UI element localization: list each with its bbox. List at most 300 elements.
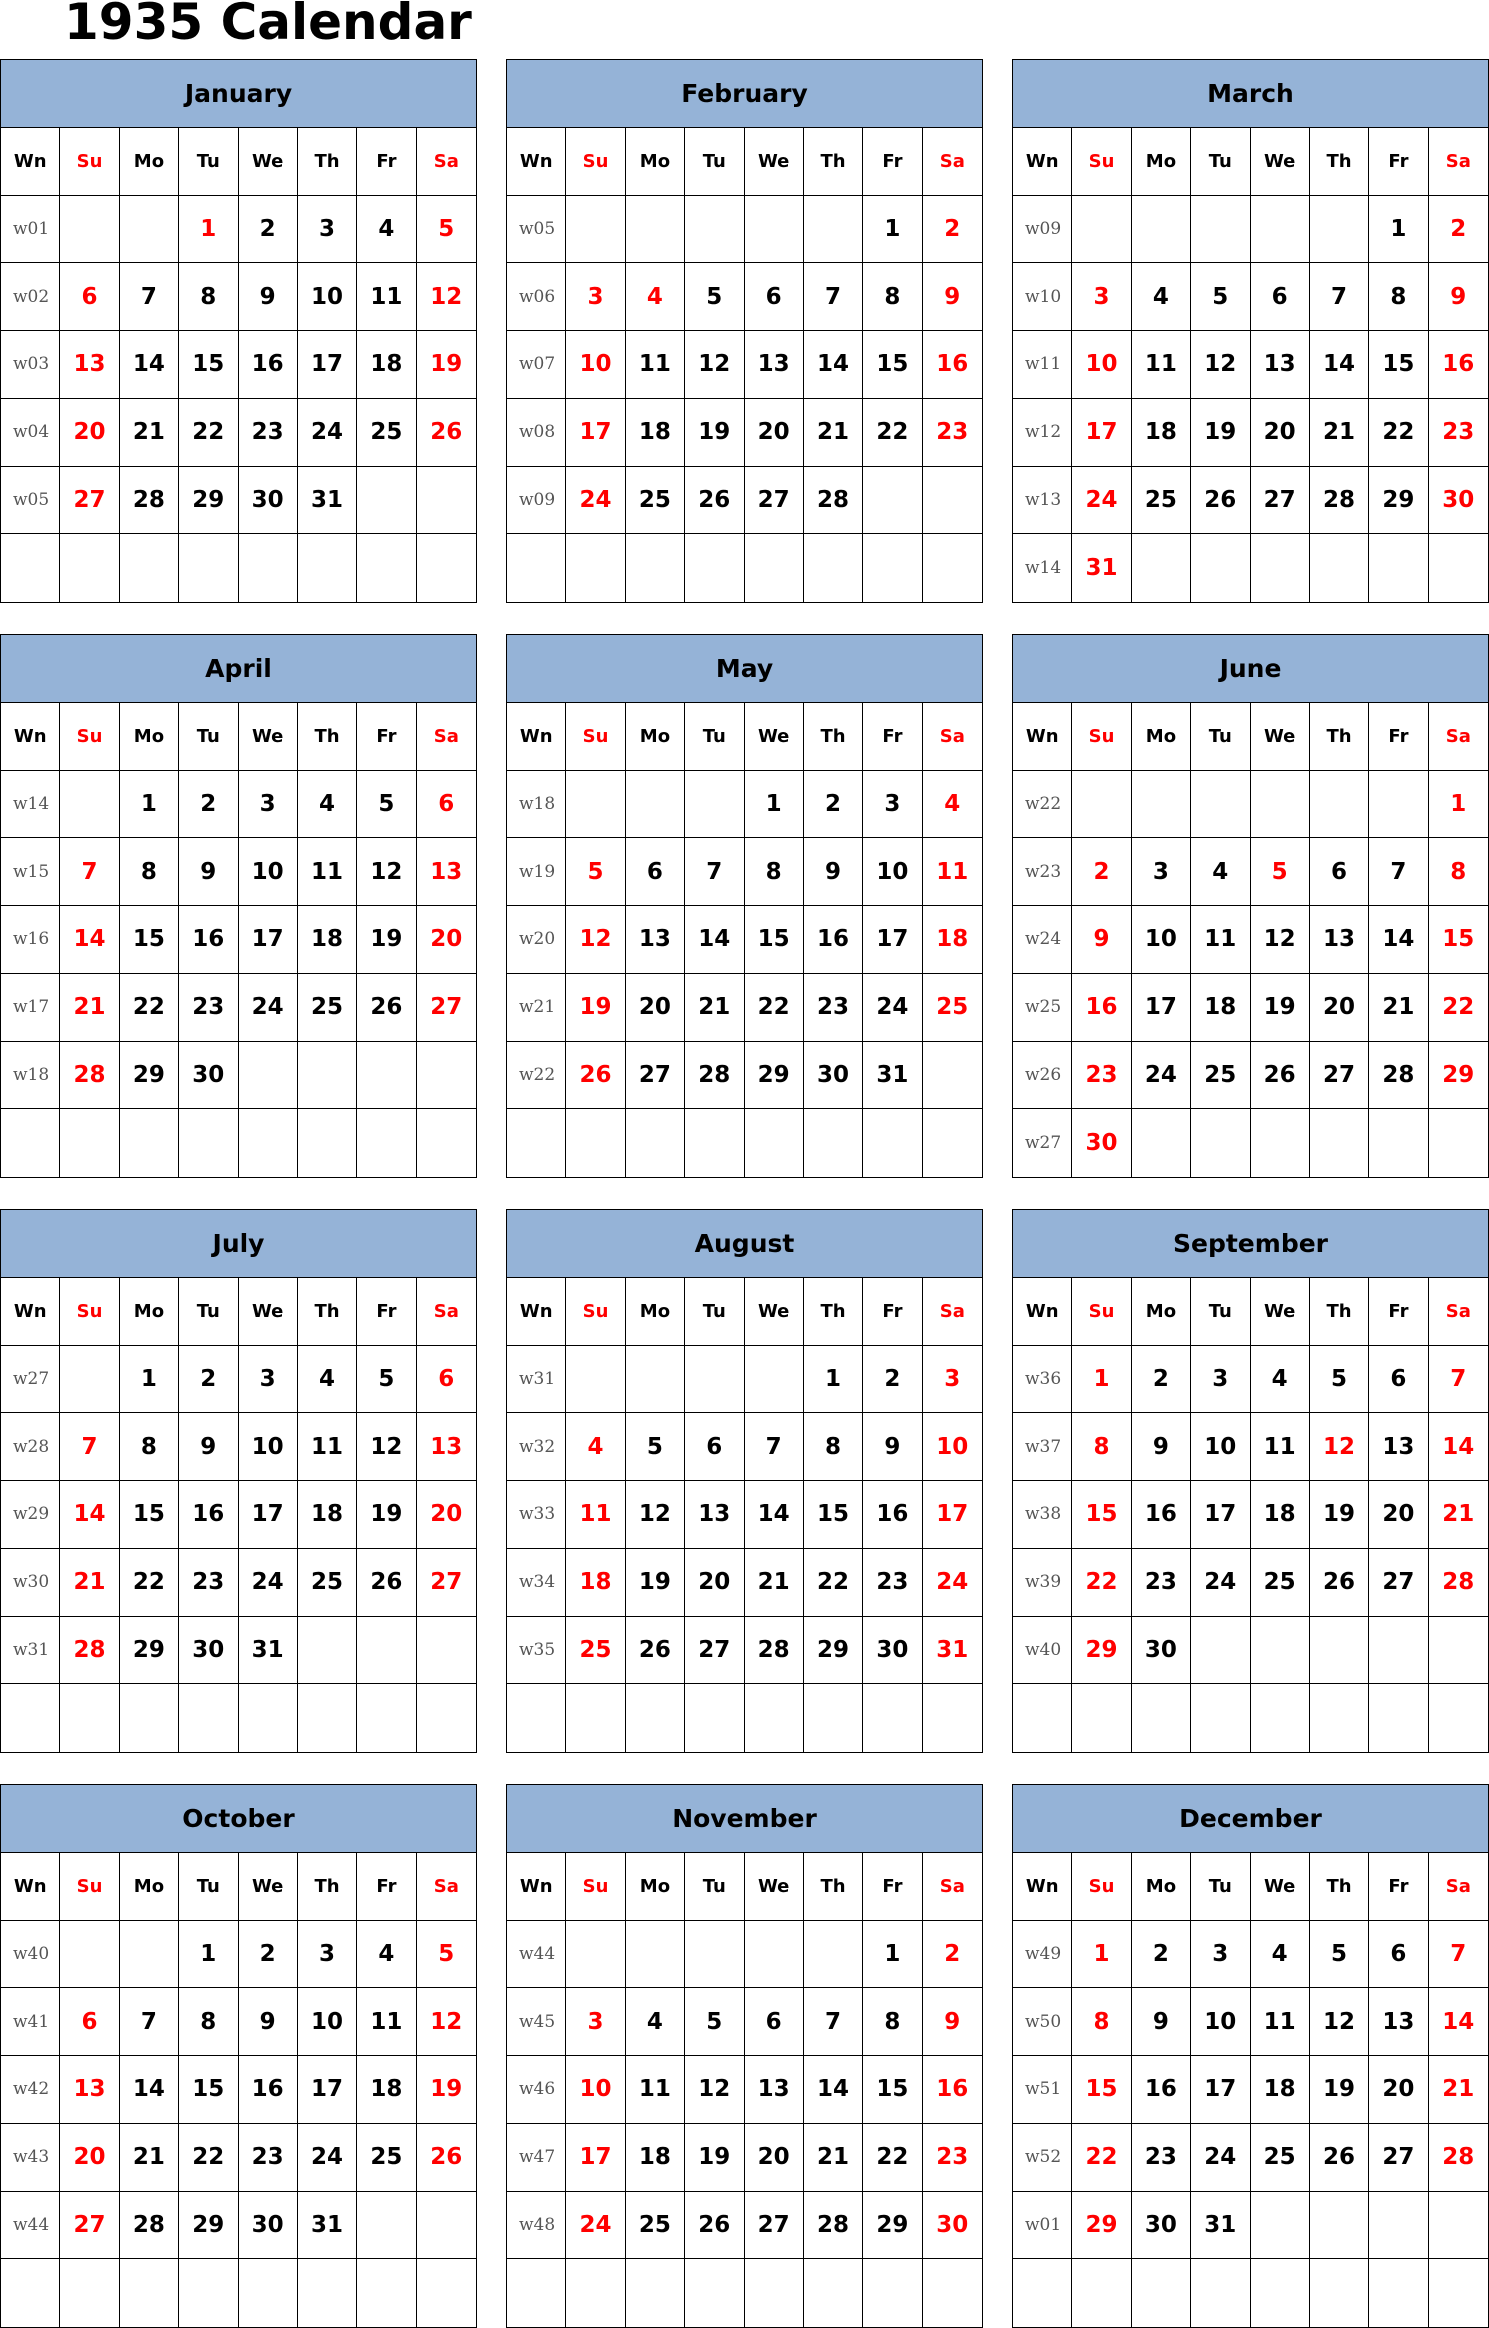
weekday-header: Tu [685,1278,744,1346]
weekday-header: Su [1072,703,1131,771]
week-number: w03 [1,331,60,399]
empty-cell [60,1346,119,1414]
day-cell: 22 [804,1549,863,1617]
week-number: w50 [1013,1988,1072,2056]
day-cell: 3 [239,1346,298,1414]
day-cell: 3 [1191,1346,1250,1414]
weekday-header: Fr [863,1853,922,1921]
day-cell: 19 [685,399,744,467]
week-number: w24 [1013,906,1072,974]
week-number: w06 [507,263,566,331]
day-cell: 1 [1369,196,1428,264]
day-cell: 23 [1429,399,1488,467]
empty-cell [1369,1109,1428,1177]
day-cell: 14 [745,1481,804,1549]
day-cell: 18 [357,2056,416,2124]
weekday-header: Tu [1191,703,1250,771]
weekday-header: Th [298,703,357,771]
week-number: w13 [1013,467,1072,535]
month-grid [1013,1853,1488,2327]
day-cell: 8 [1429,838,1488,906]
empty-cell [1132,196,1191,264]
weekday-header: Th [1310,128,1369,196]
day-cell: 2 [1429,196,1488,264]
empty-cell [1191,771,1250,839]
day-cell: 26 [1191,467,1250,535]
month-july [0,1209,477,1753]
day-cell: 2 [239,1921,298,1989]
day-cell: 28 [120,467,179,535]
day-cell: 24 [566,2192,625,2260]
day-cell: 22 [120,974,179,1042]
week-number: w46 [507,2056,566,2124]
weekday-header: Th [298,128,357,196]
day-cell: 5 [1310,1921,1369,1989]
day-cell: 25 [923,974,982,1042]
day-cell: 14 [120,331,179,399]
week-number: w42 [1,2056,60,2124]
day-cell: 19 [357,906,416,974]
day-cell: 22 [1072,2124,1131,2192]
day-cell: 6 [745,263,804,331]
day-cell: 31 [863,1042,922,1110]
day-cell: 20 [417,906,476,974]
day-cell: 21 [685,974,744,1042]
empty-cell [1191,1684,1250,1752]
day-cell: 11 [1191,906,1250,974]
week-number-header: Wn [1,128,60,196]
empty-cell [804,1684,863,1752]
day-cell: 3 [298,196,357,264]
day-cell: 12 [566,906,625,974]
day-cell: 9 [239,1988,298,2056]
weekday-header: Mo [1132,128,1191,196]
weekday-header: We [745,128,804,196]
empty-cell [685,1684,744,1752]
empty-cell [239,534,298,602]
day-cell: 21 [804,399,863,467]
day-cell: 22 [745,974,804,1042]
empty-cell [804,1921,863,1989]
day-cell: 12 [685,331,744,399]
day-cell: 15 [1072,1481,1131,1549]
empty-cell [1072,196,1131,264]
day-cell: 4 [298,771,357,839]
empty-cell [357,1617,416,1685]
week-number: w01 [1013,2192,1072,2260]
day-cell: 30 [179,1617,238,1685]
week-number: w37 [1013,1413,1072,1481]
empty-cell [1310,1617,1369,1685]
day-cell: 3 [923,1346,982,1414]
empty-cell [685,196,744,264]
day-cell: 7 [120,1988,179,2056]
day-cell: 29 [120,1617,179,1685]
day-cell: 25 [626,467,685,535]
day-cell: 29 [179,467,238,535]
day-cell: 5 [417,196,476,264]
empty-cell [923,2259,982,2327]
week-number: w44 [1,2192,60,2260]
day-cell: 19 [566,974,625,1042]
week-number [1,534,60,602]
day-cell: 5 [566,838,625,906]
empty-cell [1132,1109,1191,1177]
day-cell: 14 [120,2056,179,2124]
day-cell: 13 [417,1413,476,1481]
day-cell: 24 [566,467,625,535]
weekday-header: Su [1072,1853,1131,1921]
day-cell: 29 [804,1617,863,1685]
weekday-header: We [745,1278,804,1346]
weekday-header: Tu [1191,128,1250,196]
day-cell: 31 [1191,2192,1250,2260]
empty-cell [1191,1617,1250,1685]
week-number [1,2259,60,2327]
day-cell: 4 [1191,838,1250,906]
empty-cell [626,2259,685,2327]
empty-cell [1369,771,1428,839]
day-cell: 26 [626,1617,685,1685]
day-cell: 27 [1369,2124,1428,2192]
week-number: w34 [507,1549,566,1617]
day-cell: 1 [120,771,179,839]
day-cell: 28 [1369,1042,1428,1110]
empty-cell [745,1109,804,1177]
day-cell: 16 [239,2056,298,2124]
day-cell: 27 [60,2192,119,2260]
day-cell: 1 [863,1921,922,1989]
day-cell: 25 [1251,2124,1310,2192]
month-title: June [1013,635,1488,703]
empty-cell [1429,534,1488,602]
empty-cell [1251,196,1310,264]
day-cell: 20 [1369,1481,1428,1549]
day-cell: 4 [1251,1921,1310,1989]
day-cell: 9 [923,263,982,331]
empty-cell [60,1921,119,1989]
weekday-header: Mo [626,1278,685,1346]
week-number-header: Wn [1013,1278,1072,1346]
empty-cell [1429,1684,1488,1752]
day-cell: 2 [1072,838,1131,906]
week-number: w19 [507,838,566,906]
week-number: w31 [507,1346,566,1414]
weekday-header: Su [1072,1278,1131,1346]
weekday-header: Mo [120,128,179,196]
empty-cell [566,534,625,602]
week-number-header: Wn [1,1278,60,1346]
week-number: w44 [507,1921,566,1989]
week-number: w51 [1013,2056,1072,2124]
week-number: w22 [1013,771,1072,839]
empty-cell [566,1921,625,1989]
week-number: w22 [507,1042,566,1110]
empty-cell [179,2259,238,2327]
day-cell: 14 [804,2056,863,2124]
month-december [1012,1784,1489,2328]
day-cell: 16 [804,906,863,974]
day-cell: 1 [745,771,804,839]
day-cell: 1 [120,1346,179,1414]
week-number [1013,1684,1072,1752]
day-cell: 14 [60,906,119,974]
day-cell: 25 [298,974,357,1042]
day-cell: 5 [1310,1346,1369,1414]
empty-cell [357,2192,416,2260]
week-number [507,1684,566,1752]
day-cell: 8 [863,263,922,331]
day-cell: 18 [1251,2056,1310,2124]
day-cell: 7 [1310,263,1369,331]
week-number: w11 [1013,331,1072,399]
day-cell: 13 [745,331,804,399]
day-cell: 19 [417,331,476,399]
weekday-header: Fr [1369,1278,1428,1346]
empty-cell [239,2259,298,2327]
day-cell: 24 [298,399,357,467]
day-cell: 16 [1072,974,1131,1042]
empty-cell [863,534,922,602]
day-cell: 9 [1429,263,1488,331]
day-cell: 22 [1072,1549,1131,1617]
empty-cell [923,1109,982,1177]
month-title: April [1,635,476,703]
empty-cell [566,771,625,839]
day-cell: 1 [179,1921,238,1989]
week-number: w10 [1013,263,1072,331]
week-number: w45 [507,1988,566,2056]
weekday-header: Su [566,1278,625,1346]
day-cell: 4 [626,263,685,331]
empty-cell [923,1684,982,1752]
empty-cell [863,2259,922,2327]
week-number: w27 [1,1346,60,1414]
week-number [507,1109,566,1177]
day-cell: 6 [60,263,119,331]
day-cell: 28 [685,1042,744,1110]
week-number: w20 [507,906,566,974]
weekday-header: Mo [626,128,685,196]
day-cell: 18 [626,2124,685,2192]
week-number: w40 [1013,1617,1072,1685]
empty-cell [298,1617,357,1685]
day-cell: 3 [1132,838,1191,906]
weekday-header: Sa [923,703,982,771]
day-cell: 6 [685,1413,744,1481]
day-cell: 24 [1132,1042,1191,1110]
empty-cell [357,1109,416,1177]
week-number: w40 [1,1921,60,1989]
day-cell: 29 [1072,1617,1131,1685]
day-cell: 18 [1191,974,1250,1042]
week-number [507,2259,566,2327]
day-cell: 23 [1132,1549,1191,1617]
day-cell: 12 [417,1988,476,2056]
day-cell: 14 [804,331,863,399]
empty-cell [120,1684,179,1752]
day-cell: 13 [60,331,119,399]
day-cell: 9 [239,263,298,331]
day-cell: 14 [1429,1413,1488,1481]
day-cell: 10 [1191,1988,1250,2056]
empty-cell [685,534,744,602]
day-cell: 31 [239,1617,298,1685]
day-cell: 29 [120,1042,179,1110]
day-cell: 15 [120,906,179,974]
day-cell: 12 [1310,1413,1369,1481]
day-cell: 21 [120,399,179,467]
empty-cell [1369,2259,1428,2327]
day-cell: 26 [685,467,744,535]
day-cell: 31 [298,467,357,535]
day-cell: 30 [179,1042,238,1110]
empty-cell [1191,196,1250,264]
empty-cell [1369,1684,1428,1752]
day-cell: 4 [357,196,416,264]
empty-cell [60,534,119,602]
empty-cell [745,534,804,602]
empty-cell [685,771,744,839]
week-number-header: Wn [1013,128,1072,196]
day-cell: 15 [1072,2056,1131,2124]
empty-cell [298,1684,357,1752]
day-cell: 24 [1191,2124,1250,2192]
day-cell: 15 [804,1481,863,1549]
day-cell: 7 [804,1988,863,2056]
day-cell: 31 [298,2192,357,2260]
empty-cell [417,1684,476,1752]
day-cell: 29 [1072,2192,1131,2260]
week-number: w09 [507,467,566,535]
day-cell: 3 [566,263,625,331]
empty-cell [1310,534,1369,602]
week-number: w17 [1,974,60,1042]
empty-cell [120,2259,179,2327]
day-cell: 24 [1072,467,1131,535]
week-number: w25 [1013,974,1072,1042]
day-cell: 31 [923,1617,982,1685]
day-cell: 19 [1310,2056,1369,2124]
day-cell: 20 [417,1481,476,1549]
empty-cell [1369,1617,1428,1685]
day-cell: 4 [626,1988,685,2056]
day-cell: 16 [1429,331,1488,399]
empty-cell [239,1684,298,1752]
day-cell: 9 [1132,1988,1191,2056]
day-cell: 11 [357,1988,416,2056]
day-cell: 4 [1251,1346,1310,1414]
weekday-header: Sa [1429,703,1488,771]
empty-cell [298,534,357,602]
week-number-header: Wn [1013,1853,1072,1921]
empty-cell [1310,196,1369,264]
day-cell: 18 [566,1549,625,1617]
empty-cell [804,2259,863,2327]
empty-cell [1072,771,1131,839]
empty-cell [417,467,476,535]
day-cell: 22 [179,2124,238,2192]
week-number: w39 [1013,1549,1072,1617]
empty-cell [357,2259,416,2327]
page-title: 1935 Calendar [64,0,472,51]
day-cell: 11 [1251,1988,1310,2056]
day-cell: 25 [566,1617,625,1685]
day-cell: 7 [60,838,119,906]
week-number [1,1109,60,1177]
empty-cell [1191,1109,1250,1177]
week-number: w18 [1,1042,60,1110]
month-january [0,59,477,603]
week-number: w48 [507,2192,566,2260]
day-cell: 11 [923,838,982,906]
day-cell: 22 [863,399,922,467]
weekday-header: Tu [179,703,238,771]
day-cell: 15 [745,906,804,974]
day-cell: 10 [566,2056,625,2124]
day-cell: 25 [1191,1042,1250,1110]
empty-cell [685,1921,744,1989]
day-cell: 15 [863,2056,922,2124]
day-cell: 1 [804,1346,863,1414]
month-march [1012,59,1489,603]
day-cell: 23 [923,2124,982,2192]
day-cell: 4 [566,1413,625,1481]
day-cell: 11 [1251,1413,1310,1481]
day-cell: 18 [357,331,416,399]
month-title: August [507,1210,982,1278]
month-grid [1,1853,476,2327]
day-cell: 1 [1429,771,1488,839]
empty-cell [745,1921,804,1989]
day-cell: 3 [298,1921,357,1989]
day-cell: 16 [863,1481,922,1549]
weekday-header: Mo [120,1278,179,1346]
weekday-header: Fr [863,703,922,771]
week-number: w43 [1,2124,60,2192]
week-number [507,534,566,602]
weekday-header: Fr [357,1278,416,1346]
day-cell: 21 [60,974,119,1042]
weekday-header: Sa [923,1853,982,1921]
month-grid [1013,128,1488,602]
week-number-header: Wn [507,703,566,771]
day-cell: 13 [1251,331,1310,399]
empty-cell [626,1684,685,1752]
empty-cell [745,1684,804,1752]
month-grid [1,703,476,1177]
month-grid [507,1853,982,2327]
weekday-header: Su [566,128,625,196]
week-number [1013,2259,1072,2327]
day-cell: 26 [566,1042,625,1110]
day-cell: 8 [1072,1988,1131,2056]
day-cell: 7 [120,263,179,331]
empty-cell [804,1109,863,1177]
day-cell: 20 [1251,399,1310,467]
empty-cell [804,534,863,602]
day-cell: 26 [417,399,476,467]
month-title: January [1,60,476,128]
weekday-header: Su [60,1278,119,1346]
weekday-header: Sa [1429,128,1488,196]
day-cell: 19 [1191,399,1250,467]
empty-cell [1369,2192,1428,2260]
day-cell: 17 [239,1481,298,1549]
day-cell: 25 [1251,1549,1310,1617]
empty-cell [626,534,685,602]
day-cell: 1 [1072,1921,1131,1989]
